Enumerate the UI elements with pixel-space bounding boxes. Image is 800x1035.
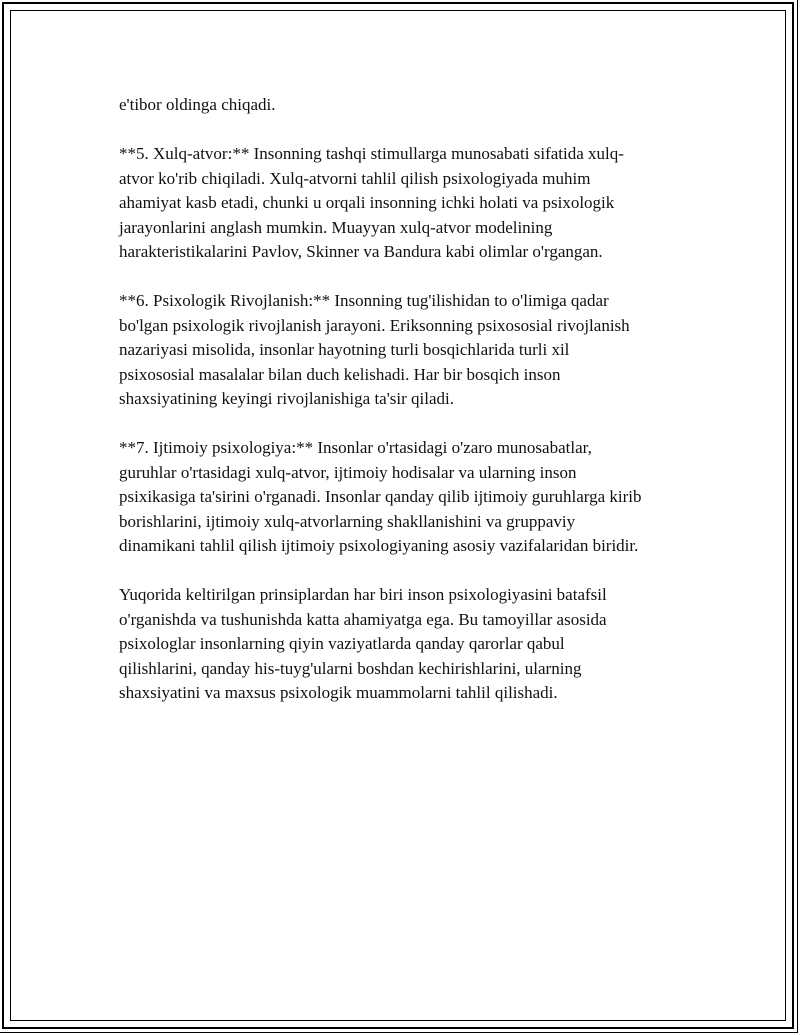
- paragraph-conclusion: Yuqorida keltirilgan prinsiplardan har biri inson psixologiyasini batafsil o'rganishda va tushunishda katta ahamiyatga ega. Bu tamoyillar asosida psixologlar insonlarning qiyin vaziyatlarda qanday qarorlar qabul qilishlarini, qanday his-tuyg'ularni boshdan kechirishlarini, ularning shaxsiyatini va maxsus psixologik muammolarni tahlil qilishadi.: [119, 585, 607, 702]
- paragraph-xulq-atvor: **5. Xulq-atvor:** Insonning tashqi stimullarga munosabati sifatida xulq- atvor ko'rib chiqiladi. Xulq-atvorni tahlil qilish psixologiyada muhim ahamiyat kasb etadi, chunki u orqali insonning ichki holati va psixologik jarayonlarini anglash mumkin. Muayyan xulq-atvor modelining harakteristikalarini Pavlov, Skinner va Bandura kabi olimlar o'rgangan.: [119, 144, 624, 261]
- paragraph-ijtimoiy-psixologiya: **7. Ijtimoiy psixologiya:** Insonlar o'rtasidagi o'zaro munosabatlar, guruhlar o'rtasidagi xulq-atvor, ijtimoiy hodisalar va ularning inson psixikasiga ta'sirini o'rganadi. Insonlar qanday qilib ijtimoiy guruhlarga kirib borishlarini, ijtimoiy xulq-atvorlarning shakllanishini va gruppaviy dinamikani tahlil qilish ijtimoiy psixologiyaning asosiy vazifalaridan biridir.: [119, 438, 642, 555]
- paragraph-continuation: e'tibor oldinga chiqadi.: [119, 95, 276, 114]
- document-body: [119, 93, 694, 730]
- paragraph-psixologik-rivojlanish: **6. Psixologik Rivojlanish:** Insonning tug'ilishidan to o'limiga qadar bo'lgan psixologik rivojlanish jarayoni. Eriksonning psixososial rivojlanish nazariyasi misolida, insonlar hayotning turli bosqichlarida turli xil psixososial masalalar bilan duch kelishadi. Har bir bosqich inson shaxsiyatining keyingi rivojlanishiga ta'sir qiladi.: [119, 291, 630, 408]
